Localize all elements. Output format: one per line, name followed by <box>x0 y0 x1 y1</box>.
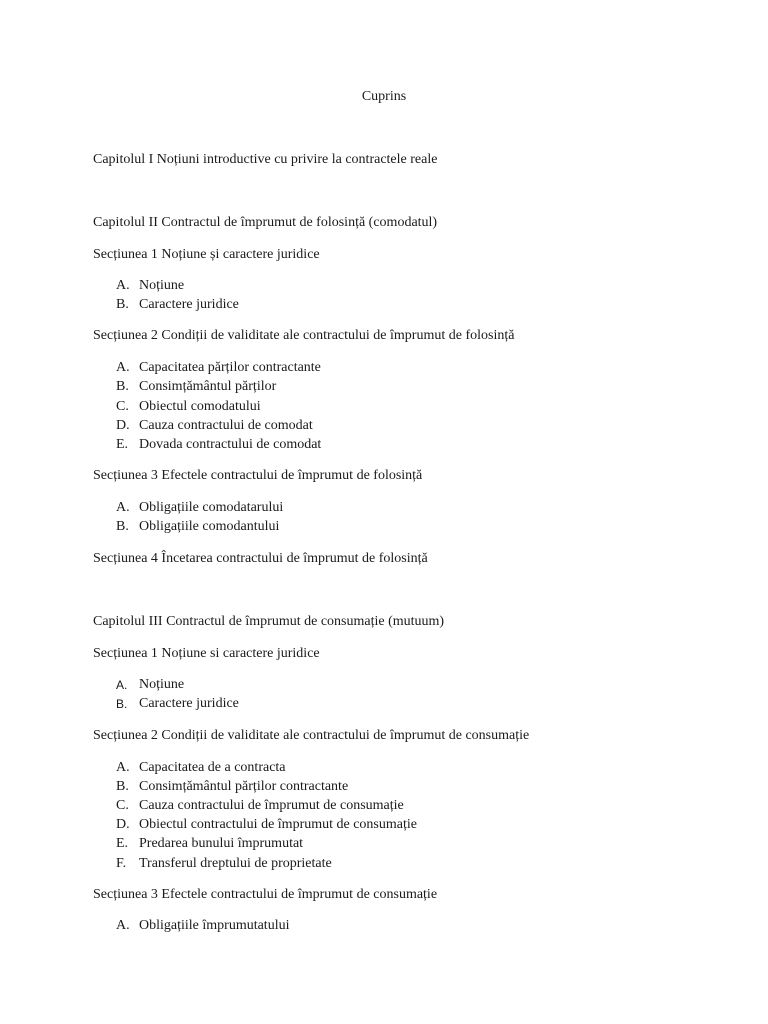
list-marker: D. <box>116 418 130 433</box>
list-item: Obligațiile împrumutatului <box>139 918 290 933</box>
section-heading: Secțiunea 3 Efectele contractului de împrumut de consumație <box>93 887 438 902</box>
list-item: Cauza contractului de comodat <box>139 418 313 433</box>
list-item: Consimțământul părților <box>139 379 277 394</box>
list-marker: A. <box>116 918 130 933</box>
section-heading: Secțiunea 1 Noțiune și caractere juridice <box>93 247 320 262</box>
section-heading: Secțiunea 2 Condiții de validitate ale contractului de împrumut de folosință <box>93 328 515 343</box>
list-marker: B. <box>116 697 128 711</box>
list-marker: A. <box>116 678 128 692</box>
list-item: Obligațiile comodatarului <box>139 500 284 515</box>
list-marker: B. <box>116 379 129 394</box>
chapter-heading: Capitolul III Contractul de împrumut de consumație (mutuum) <box>93 614 445 629</box>
list-marker: A. <box>116 500 130 515</box>
list-item: Consimțământul părților contractante <box>139 779 349 794</box>
list-item: Transferul dreptului de proprietate <box>139 856 332 871</box>
list-item: Caractere juridice <box>139 297 239 312</box>
list-item: Obligațiile comodantului <box>139 519 280 534</box>
list-item: Caractere juridice <box>139 696 239 711</box>
list-marker: C. <box>116 798 129 813</box>
section-heading: Secțiunea 1 Noțiune si caractere juridice <box>93 646 320 661</box>
list-marker: E. <box>116 437 129 452</box>
list-item: Obiectul contractului de împrumut de consumație <box>139 817 417 832</box>
list-item: Predarea bunului împrumutat <box>139 836 304 851</box>
list-item: Cauza contractului de împrumut de consumație <box>139 798 404 813</box>
section-heading: Secțiunea 4 Încetarea contractului de împrumut de folosință <box>93 551 428 566</box>
list-item: Capacitatea de a contracta <box>139 760 286 775</box>
list-marker: B. <box>116 779 129 794</box>
list-item: Noțiune <box>139 677 185 692</box>
list-marker: C. <box>116 399 129 414</box>
list-item: Obiectul comodatului <box>139 399 261 414</box>
list-item: Dovada contractului de comodat <box>139 437 322 452</box>
chapter-heading: Capitolul I Noțiuni introductive cu privire la contractele reale <box>93 152 438 167</box>
list-item: Noțiune <box>139 278 185 293</box>
list-item: Capacitatea părților contractante <box>139 360 321 375</box>
section-heading: Secțiunea 3 Efectele contractului de împrumut de folosință <box>93 468 423 483</box>
page-title: Cuprins <box>361 89 407 104</box>
section-heading: Secțiunea 2 Condiții de validitate ale contractului de împrumut de consumație <box>93 728 530 743</box>
list-marker: A. <box>116 760 130 775</box>
list-marker: E. <box>116 836 129 851</box>
list-marker: F. <box>116 856 127 871</box>
list-marker: A. <box>116 360 130 375</box>
list-marker: D. <box>116 817 130 832</box>
list-marker: A. <box>116 278 130 293</box>
list-marker: B. <box>116 297 129 312</box>
list-marker: B. <box>116 519 129 534</box>
chapter-heading: Capitolul II Contractul de împrumut de folosință (comodatul) <box>93 215 438 230</box>
